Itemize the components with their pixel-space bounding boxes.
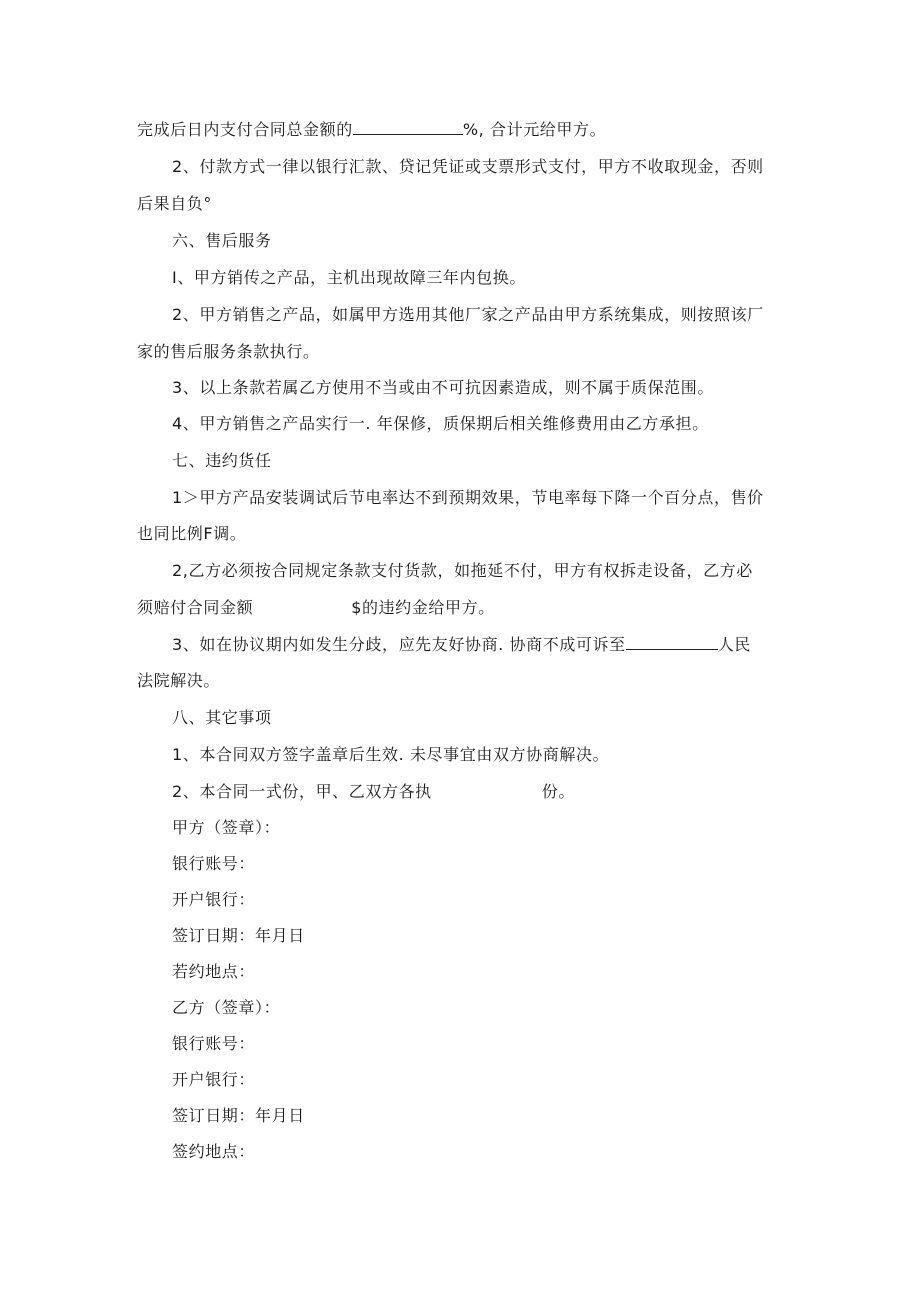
text-line: 2、付款方式一律以银行汇款、贷记凭证或支票形式支付，甲方不收取现金，否则 [172,157,764,176]
signature-field-label: 签约地点： [172,1142,256,1161]
signature-field-label: 签订日期：年月日 [172,1106,305,1125]
section-heading: 六、售后服务 [172,231,272,250]
section-heading: 七、违约货任 [172,451,272,470]
text-line [172,782,575,802]
text-line: 3、以上条款若属乙方使用不当或由不可抗因素造成，则不属于质保范围。 [172,378,714,397]
text-line [172,635,751,655]
signature-field-label: 银行账号： [172,854,256,873]
text-segment: 须赔付合同金额 [137,598,254,617]
text-line: 后果自负° [137,194,213,213]
signature-field-label: 签订日期：年月日 [172,926,305,945]
text-segment: 完成后日内支付合同总金额的 [137,120,353,139]
signature-field-label: 甲方（签章）： [172,818,281,837]
text-segment: $的违约金给甲方。 [351,598,495,617]
signature-field-label: 乙方（签章）： [172,998,281,1017]
text-line [137,598,495,618]
text-line: 1、本合同双方签字盖章后生效. 未尽事宜由双方协商解决。 [172,745,610,764]
text-segment: 人民 [717,635,751,654]
text-line: 2、甲方销售之产品，如属甲方选用其他厂家之产品由甲方系统集成，则按照该厂 [172,305,764,324]
text-segment: 2、本合同一式份，甲、乙双方各执 [172,782,432,801]
fill-in-blank [626,635,718,650]
text-line: 2,乙方必须按合同规定条款支付货款，如拖延不付，甲方有权拆走设备，乙方必 [172,561,753,580]
signature-field-label: 银行账号： [172,1034,256,1053]
text-line: 1＞甲方产品安装调试后节电率达不到预期效果，节电率每下降一个百分点，售价 [172,488,764,507]
text-line: I、甲方销传之产品，主机出现故障三年内包换。 [172,268,526,287]
text-line: 家的售后服务条款执行。 [137,342,320,361]
signature-field-label: 开户银行： [172,890,256,909]
signature-field-label: 开户银行： [172,1070,256,1089]
text-line: 法院解决。 [137,671,221,690]
text-segment: 份。 [541,782,575,801]
text-line: 4、甲方销售之产品实行一. 年保修，质保期后相关维修费用由乙方承担。 [172,414,709,433]
signature-field-label: 若约地点： [172,962,256,981]
text-segment: 3、如在协议期内如发生分歧，应先友好协商. 协商不成可诉至 [172,635,626,654]
text-line: 也同比例F调。 [137,524,247,543]
text-segment: %, 合计元给甲方。 [462,120,607,139]
fill-in-blank [353,120,463,135]
section-heading: 八、其它事项 [172,708,272,727]
text-line [137,120,606,140]
